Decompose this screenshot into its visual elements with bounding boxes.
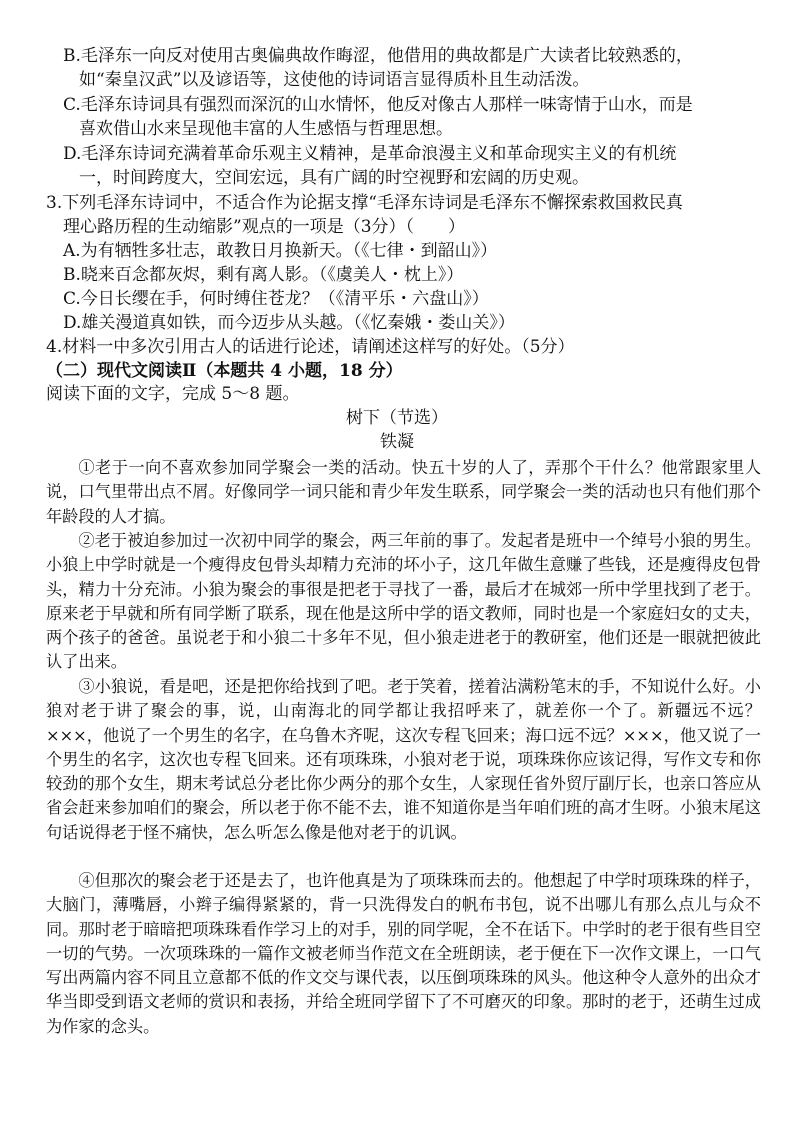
paragraph-3: ③小狼说，看是吧，还是把你给找到了吧。老于笑着，搓着沾满粉笔末的手，不知说什么好。小狼对老于讲了聚会的事，说，山南海北的同学都让我招呼来了，就差你一个了。新疆远不远？×××，他说了一个男生的名字，在乌鲁木齐呢，这次专程飞回来；海口远不远？×××，他又说了一个男生的名字，这次也专程飞回来。还有项珠珠，小狼对老于说，项珠珠你应该记得，写作文专和你较劲的那个女生，期末考试总分老比你少两分的那个女生，人家现任省外贸厅副厅长，也亲口答应从省会赶来参加咱们的聚会，所以老于你不能不去，谁不知道你是当年咱们班的高才生呀。小狼末尾这句话说得老于怪不痛快，怎么听怎么像是他对老于的讥讽。 <box>46 677 761 842</box>
option-c-line-2: 喜欢借山水来呈现他丰富的人生感悟与哲理思想。 <box>79 119 453 139</box>
question-3-stem-line-2: 理心路历程的生动缩影”观点的一项是（3分）（ ） <box>63 217 466 237</box>
option-b-line-1: B.毛泽东一向反对使用古奥偏典故作晦涩，他借用的典故都是广大读者比较熟悉的， <box>63 46 693 66</box>
paragraph-2: ②老于被迫参加过一次初中同学的聚会，两三年前的事了。发起者是班中一个绰号小狼的男生。小狼上中学时就是一个瘦得皮包骨头却精力充沛的坏小子，这几年做生意赚了些钱，还是瘦得皮包骨头，精力十分充沛。小狼为聚会的事很是把老于寻找了一番，最后才在城郊一所中学里找到了老于。原来老于早就和所有同学断了联系，现在他是这所中学的语文教师，同时也是一个家庭妇女的丈夫，两个孩子的爸爸。虽说老于和小狼二十多年不见，但小狼走进老于的教研室，他们还是一眼就把彼此认了出来。 <box>46 531 761 672</box>
question-3-option-d: D.雄关漫道真如铁，而今迈步从头越。（《忆秦娥・娄山关》） <box>63 313 515 333</box>
option-c-line-1: C.毛泽东诗词具有强烈而深沉的山水情怀，他反对像古人那样一味寄情于山水，而是 <box>63 95 693 115</box>
question-3-option-b: B.晓来百念都灰烬，剩有离人影。（《虞美人・枕上》） <box>63 265 464 285</box>
paragraph-4: ④但那次的聚会老于还是去了，也许他真是为了项珠珠而去的。他想起了中学时项珠珠的样子，大脑门，薄嘴唇，小辫子编得紧紧的，背一只洗得发白的帆布书包，说不出哪儿有那么点儿与众不同。那时老于暗暗把项珠珠看作学习上的对手，别的同学呢，全不在话下。中学时的老于很有些目空一切的气势。一次项珠珠的一篇作文被老师当作范文在全班朗读，老于便在下一次作文课上，一口气写出两篇内容不同且立意都不低的作文交与课代表，以压倒项珠珠的风头。他这种令人意外的出众才华当即受到语文老师的赏识和表扬，并给全班同学留下了不可磨灭的印象。那时的老于，还萌生过成为作家的念头。 <box>46 871 761 1036</box>
article-title: 树下（节选） <box>346 408 448 428</box>
option-d-line-1: D.毛泽东诗词充满着革命乐观主义精神，是革命浪漫主义和革命现实主义的有机统 <box>63 144 677 164</box>
option-b-line-2: 如“秦皇汉武”以及谚语等，这使他的诗词语言显得质朴且生动活泼。 <box>79 70 590 90</box>
question-3-stem-line-1: 3.下列毛泽东诗词中，不适合作为论据支撑“毛泽东诗词是毛泽东不懈探索救国救民真 <box>46 193 683 213</box>
section-heading: （二）现代文阅读Ⅱ（本题共 4 小题，18 分） <box>46 361 403 381</box>
option-d-line-2: 一，时间跨度大，空间宏远，具有广阔的时空视野和宏阔的历史观。 <box>79 168 589 188</box>
question-4: 4.材料一中多次引用古人的话进行论述，请阐述这样写的好处。（5分） <box>46 337 575 357</box>
paragraph-1: ①老于一向不喜欢参加同学聚会一类的活动。快五十岁的人了，弄那个干什么？他常跟家里人说，口气里带出点不屑。好像同学一词只能和青少年发生联系，同学聚会一类的活动也只有他们那个年龄段的人才搞。 <box>46 458 761 526</box>
section-instruction: 阅读下面的文字，完成 5～8 题。 <box>46 384 300 404</box>
question-3-option-a: A.为有牺牲多壮志，敢教日月换新天。（《七律・到韶山》） <box>63 241 498 261</box>
question-3-option-c: C.今日长缨在手，何时缚住苍龙？（《清平乐・六盘山》） <box>63 289 489 309</box>
article-author: 铁凝 <box>380 432 414 452</box>
